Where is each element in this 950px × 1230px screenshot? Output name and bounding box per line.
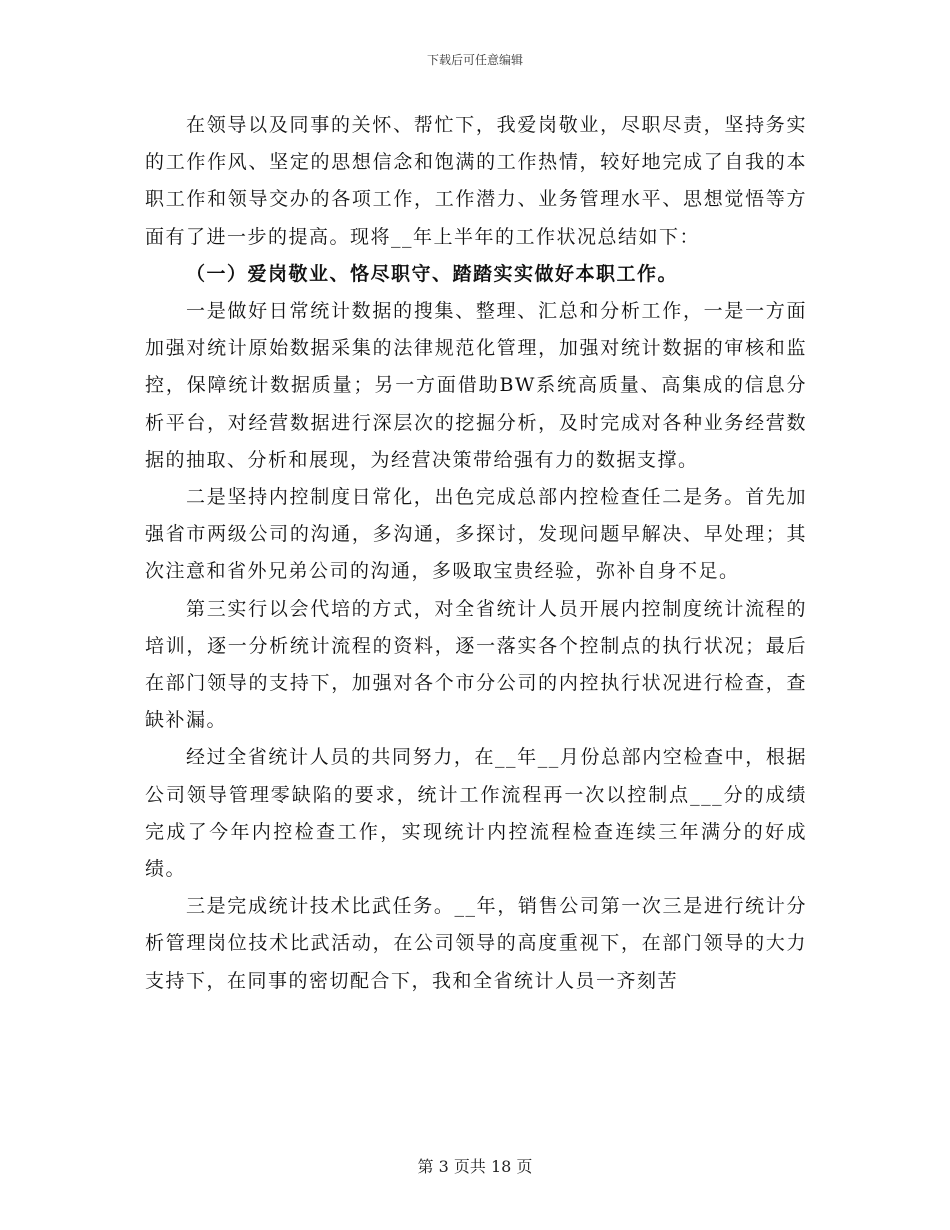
paragraph-internal-control: 二是坚持内控制度日常化，出色完成总部内控检查任二是务。首先加强省市两级公司的沟通，多沟通，多探讨，发现问题早解决、早处理；其次注意和省外兄弟公司的沟通，多吸取宝贵经验，弥补自身不足。 (145, 486, 807, 583)
paragraph-training: 第三实行以会代培的方式，对全省统计人员开展内控制度统计流程的培训，逐一分析统计流程的资料，逐一落实各个控制点的执行状况；最后在部门领导的支持下，加强对各个市分公司的内控执行状况进行检查，查缺补漏。 (145, 597, 807, 732)
page-footer: 第 3 页共 18 页 (417, 1157, 533, 1176)
paragraph-statistics-work: 一是做好日常统计数据的搜集、整理、汇总和分析工作，一是一方面加强对统计原始数据采集的法律规范化管理，加强对统计数据的审核和监控，保障统计数据质量；另一方面借助BW系统高质量、高集成的信息分析平台，对经营数据进行深层次的挖掘分析，及时完成对各种业务经营数据的抽取、分析和展现，为经营决策带给强有力的数据支撑。 (145, 300, 807, 471)
paragraph-skill-competition: 三是完成统计技术比武任务。__年，销售公司第一次三是进行统计分析管理岗位技术比武活动，在公司领导的高度重视下，在部门领导的大力支持下，在同事的密切配合下，我和全省统计人员一齐刻苦 (145, 895, 807, 992)
paragraph-inspection-result: 经过全省统计人员的共同努力，在__年__月份总部内空检查中，根据公司领导管理零缺陷的要求，统计工作流程再一次以控制点___分的成绩完成了今年内控检查工作，实现统计内控流程检查连续三年满分的好成绩。 (145, 746, 807, 881)
page-header: 下载后可任意编辑 (426, 53, 523, 67)
document-body (145, 107, 807, 1000)
paragraph-intro: 在领导以及同事的关怀、帮忙下，我爱岗敬业，尽职尽责，坚持务实的工作作风、坚定的思想信念和饱满的工作热情，较好地完成了自我的本职工作和领导交办的各项工作，工作潜力、业务管理水平、思想觉悟等方面有了进一步的提高。现将__年上半年的工作状况总结如下： (145, 114, 807, 248)
section-heading: （一）爱岗敬业、恪尽职守、踏踏实实做好本职工作。 (186, 262, 679, 285)
